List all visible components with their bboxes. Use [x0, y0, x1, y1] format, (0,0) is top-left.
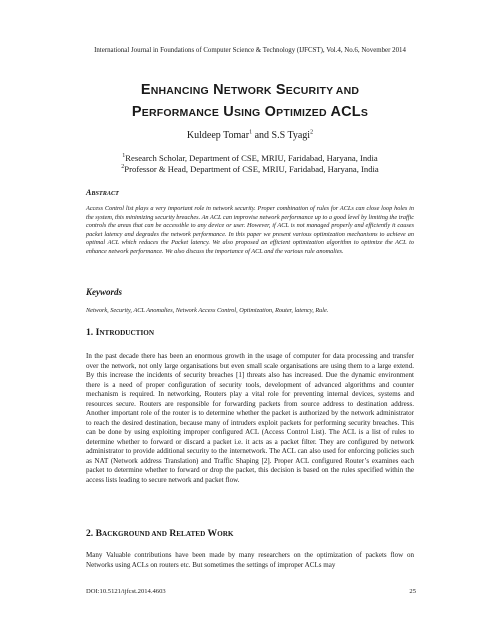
keywords-text: Network, Security, ACL Anomalies, Network Access Control, Optimization, Router, latency, Rule.	[86, 307, 329, 314]
title-line-1: ENHANCING NETWORK SECURITY AND	[140, 82, 360, 98]
journal-header: International Journal in Foundations of Computer Science & Technology (IJFCST), Vol.4, No.6, November 2014	[94, 47, 406, 54]
section-2-text: Many Valuable contributions have been made by many researchers on the optimization of packets flow on Networks using ACLs on routers etc. But sometimes the settings of improper ACLs may	[86, 551, 414, 569]
abstract-heading: ABSTRACT	[86, 188, 119, 197]
footer-doi: DOI:10.5121/ijfcst.2014.4603	[86, 588, 166, 595]
affiliations	[60, 153, 440, 175]
section-1-text: In the past decade there has been an enormous growth in the usage of computer for data processing and transfer over the network, not only large organisations but even small scale organisations are using them to a large extend. By this increase the incidents of security breaches [1] threats also has increased. Due the dynamic environment there is a need of proper configuration of security tools, development of advanced algorithms and counter mechanism is required. In networking, Routers play a vital role for preventing internal devices, systems and resources secure. Routers are responsible for forwarding packets from source address to destination address. Another important role of the router is to determine whether the packet is authorized by the network administrator to reach the desired destination, because many of intruders exploit packets for performing security breaches. This can be done by using exploiting improper configured ACL (Access Control List). The ACL is a list of rules to determine whether to forward or discard a packet i.e. it acts as a packet filter. They are configured by network administrator to provide additional security to the internetwork. The ACL can also used for enforcing policies such as NAT (Network address Translation) and Traffic Shaping [2]. Proper ACL configured Router’s examines each packet to determine whether to forward or drop the packet, this decision is based on the rules specified within the access lists leading to secure network and packet flow.	[86, 352, 414, 484]
keywords-heading: Keywords	[86, 287, 122, 297]
affiliation: $^1$Research Scholar, Department of CSE, MRIU, Faridabad, Haryana, India	[122, 153, 378, 163]
page-number: 25	[409, 588, 416, 595]
author-name: S.S Tyagi	[271, 130, 311, 141]
paper-title	[60, 80, 440, 124]
section-2-heading: 2. BACKGROUND AND RELATED WORK	[86, 528, 234, 539]
title-line-2: PERFORMANCE USING OPTIMIZED ACLS	[131, 104, 369, 120]
section-1-heading: 1. INTRODUCTION	[86, 327, 155, 338]
author-name: Kuldeep Tomar	[186, 130, 250, 141]
authors: Kuldeep Tomar$^1$ and S.S Tyagi$^2$	[186, 129, 314, 141]
affiliation: $^2$Professor & Head, Department of CSE, MRIU, Faridabad, Haryana, India	[121, 164, 379, 174]
abstract-text: Access Control list plays a very important role in network security. Proper combination of rules for ACLs can close loop holes in the system, this minimizing security breaches. An ACL can improvise network performance up to a good level by limiting the traffic controls the areas that can be accessible to any device or user. However, if ACL is not managed properly and efficiently it causes packet latency and degrades the network performance. In this paper we present various optimization mechanisms to achieve an optimal ACL which reduces the Packet latency. We also proposed an efficient optimization algorithm to optimize the ACL to enhance network performance. We also discuss the importance of ACL and the various rule anomalies.	[86, 205, 414, 255]
